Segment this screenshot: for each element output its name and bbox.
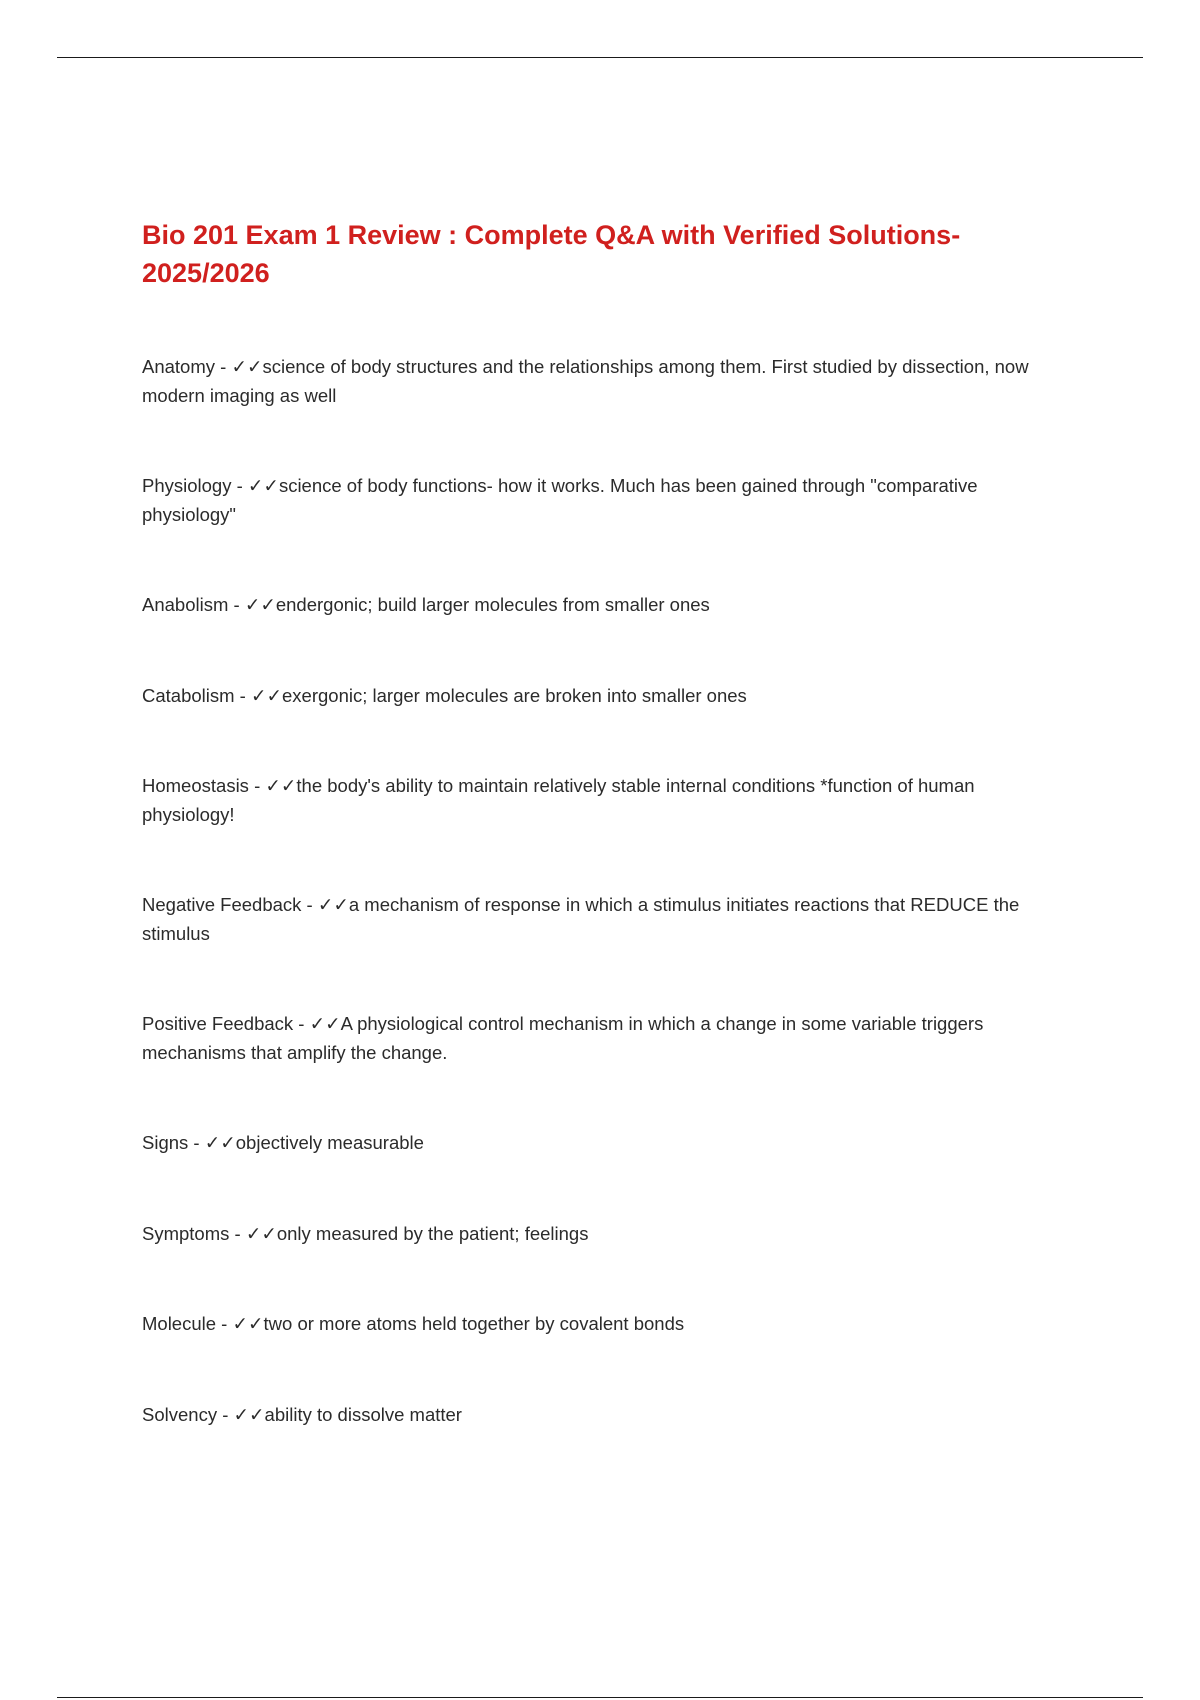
term: Homeostasis: [142, 775, 249, 796]
qa-entry-negative-feedback: [142, 890, 1072, 948]
check-marker: ✓✓: [233, 1404, 265, 1425]
check-marker: ✓✓: [317, 894, 349, 915]
separator: -: [217, 1404, 234, 1425]
term: Signs: [142, 1132, 189, 1153]
qa-entry-positive-feedback: [142, 1009, 1072, 1067]
check-marker: ✓✓: [245, 1223, 277, 1244]
check-marker: ✓✓: [309, 1013, 341, 1034]
term: Physiology: [142, 475, 232, 496]
separator: -: [229, 1223, 246, 1244]
top-rule: [57, 57, 1143, 58]
term: Negative Feedback: [142, 894, 302, 915]
check-marker: ✓✓: [244, 594, 276, 615]
definition: A physiological control mechanism in which a change in some variable triggers mechanisms that amplify the change.: [142, 1013, 984, 1063]
qa-entry-signs: [142, 1128, 1072, 1157]
definition: ability to dissolve matter: [264, 1404, 462, 1425]
separator: -: [231, 475, 248, 496]
qa-entry-symptoms: [142, 1219, 1072, 1248]
term: Anatomy: [142, 356, 216, 377]
separator: -: [188, 1132, 205, 1153]
check-marker: ✓✓: [204, 1132, 236, 1153]
term: Symptoms: [142, 1223, 230, 1244]
qa-entry-molecule: [142, 1309, 1072, 1338]
separator: -: [216, 1313, 233, 1334]
separator: -: [293, 1013, 310, 1034]
check-marker: ✓✓: [232, 1313, 264, 1334]
definition: a mechanism of response in which a stimulus initiates reactions that REDUCE the stimulus: [142, 894, 1020, 944]
separator: -: [228, 594, 245, 615]
definition: science of body functions- how it works. Much has been gained through "comparative physiology": [142, 475, 978, 525]
definition: only measured by the patient; feelings: [276, 1223, 589, 1244]
document-title: Bio 201 Exam 1 Review : Complete Q&A with Verified Solutions- 2025/2026: [142, 220, 961, 288]
definition: objectively measurable: [235, 1132, 424, 1153]
definition: the body's ability to maintain relatively stable internal conditions *function of human physiology!: [142, 775, 975, 825]
check-marker: ✓✓: [231, 356, 263, 377]
qa-entry-catabolism: [142, 681, 1072, 710]
check-marker: ✓✓: [247, 475, 279, 496]
separator: -: [301, 894, 318, 915]
bottom-rule: [57, 1697, 1143, 1698]
definition: science of body structures and the relationships among them. First studied by dissection, now modern imaging as well: [142, 356, 1029, 406]
qa-entry-anabolism: [142, 590, 1072, 619]
separator: -: [234, 685, 251, 706]
term: Catabolism: [142, 685, 235, 706]
qa-entry-solvency: [142, 1400, 1072, 1429]
check-marker: ✓✓: [251, 685, 283, 706]
qa-entry-physiology: [142, 471, 1072, 529]
term: Solvency: [142, 1404, 218, 1425]
definition: two or more atoms held together by covalent bonds: [263, 1313, 685, 1334]
definition: endergonic; build larger molecules from smaller ones: [275, 594, 710, 615]
term: Positive Feedback: [142, 1013, 294, 1034]
definition: exergonic; larger molecules are broken into smaller ones: [282, 685, 747, 706]
term: Anabolism: [142, 594, 229, 615]
qa-entry-homeostasis: [142, 771, 1072, 829]
check-marker: ✓✓: [265, 775, 297, 796]
separator: -: [248, 775, 266, 796]
term: Molecule: [142, 1313, 217, 1334]
qa-entry-anatomy: [142, 352, 1072, 410]
separator: -: [215, 356, 232, 377]
